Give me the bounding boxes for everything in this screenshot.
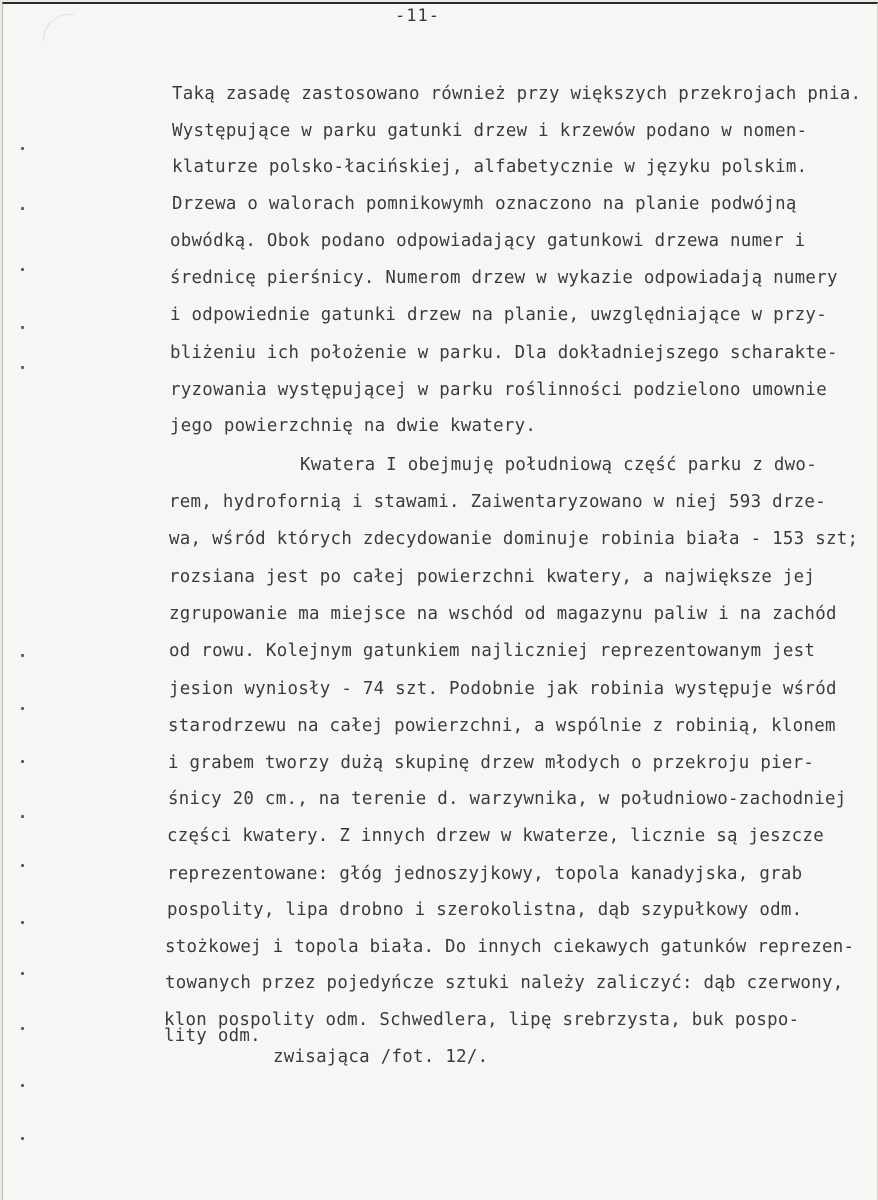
margin-mark xyxy=(21,815,24,818)
margin-mark xyxy=(21,864,24,867)
document-page xyxy=(2,2,878,1200)
margin-mark xyxy=(21,972,24,975)
text-line: śnicy 20 cm., na terenie d. warzywnika, w południowo-zachodniej xyxy=(168,789,847,809)
margin-mark xyxy=(21,760,24,763)
margin-mark xyxy=(21,1027,24,1030)
text-line: Kwatera I obejmuję południową część parku z dwo- xyxy=(300,455,817,475)
text-line: rem, hydrofornią i stawami. Zaiwentaryzowano w niej 593 drze- xyxy=(169,492,826,512)
text-line: reprezentowane: głóg jednoszyjkowy, topola kanadyjska, grab xyxy=(167,864,803,884)
text-line: pospolity, lipa drobno i szerokolistna, dąb szypułkowy odm. xyxy=(167,900,803,920)
margin-mark xyxy=(21,326,24,329)
margin-mark xyxy=(21,707,24,710)
text-line: zgrupowanie ma miejsce na wschód od magazynu paliw i na zachód xyxy=(169,604,837,624)
margin-mark xyxy=(21,1137,24,1140)
margin-mark xyxy=(21,654,24,657)
text-line: Występujące w parku gatunki drzew i krzewów podano w nomen- xyxy=(172,121,808,141)
margin-mark xyxy=(21,1084,24,1087)
text-line: jego powierzchnię na dwie kwatery. xyxy=(170,416,537,436)
margin-mark xyxy=(21,147,24,150)
text-line: klon pospolity odm. Schwedlera, lipę srebrzysta, buk pospo- xyxy=(164,1010,800,1030)
text-line: klaturze polsko-łacińskiej, alfabetycznie w języku polskim. xyxy=(172,157,808,177)
margin-mark xyxy=(21,921,24,924)
text-line: ryzowania występującej w parku roślinności podzielono umownie xyxy=(170,380,827,400)
text-line: Taką zasadę zastosowano również przy większych przekrojach pnia. xyxy=(172,84,862,104)
margin-mark xyxy=(21,366,24,369)
text-line: rozsiana jest po całej powierzchni kwatery, a największe jej xyxy=(169,567,816,587)
margin-mark xyxy=(21,207,24,210)
text-line: i odpowiednie gatunki drzew na planie, uwzględniające w przy- xyxy=(170,305,827,325)
text-line: części kwatery. Z innych drzew w kwaterze, licznie są jeszcze xyxy=(167,826,824,846)
text-line: od rowu. Kolejnym gatunkiem najliczniej reprezentowanym jest xyxy=(169,641,816,661)
margin-mark xyxy=(21,268,24,271)
text-line: obwódką. Obok podano odpowiadający gatunkowi drzewa numer i xyxy=(170,231,806,251)
text-line: lity odm. xyxy=(164,1026,261,1046)
text-line: towanych przez pojedyńcze sztuki należy zaliczyć: dąb czerwony, xyxy=(165,973,844,993)
page-number: -11- xyxy=(395,6,440,26)
text-line: stożkowej i topola biała. Do innych ciekawych gatunków reprezen- xyxy=(165,937,855,957)
page-crease xyxy=(43,14,74,41)
text-line: jesion wyniosły - 74 szt. Podobnie jak robinia występuje wśród xyxy=(169,679,837,699)
text-line: średnicę pierśnicy. Numerom drzew w wykazie odpowiadają numery xyxy=(170,268,838,288)
text-line: zwisająca /fot. 12/. xyxy=(273,1047,489,1067)
text-line: i grabem tworzy dużą skupinę drzew młodych o przekroju pier- xyxy=(168,753,815,773)
text-line: wa, wśród których zdecydowanie dominuje robinia biała - 153 szt; xyxy=(169,529,859,549)
text-line: starodrzewu na całej powierzchni, a wspólnie z robinią, klonem xyxy=(168,716,836,736)
text-line: Drzewa o walorach pomnikowymh oznaczono na planie podwójną xyxy=(172,194,797,214)
text-line: bliżeniu ich położenie w parku. Dla dokładniejszego scharakte- xyxy=(170,343,838,363)
